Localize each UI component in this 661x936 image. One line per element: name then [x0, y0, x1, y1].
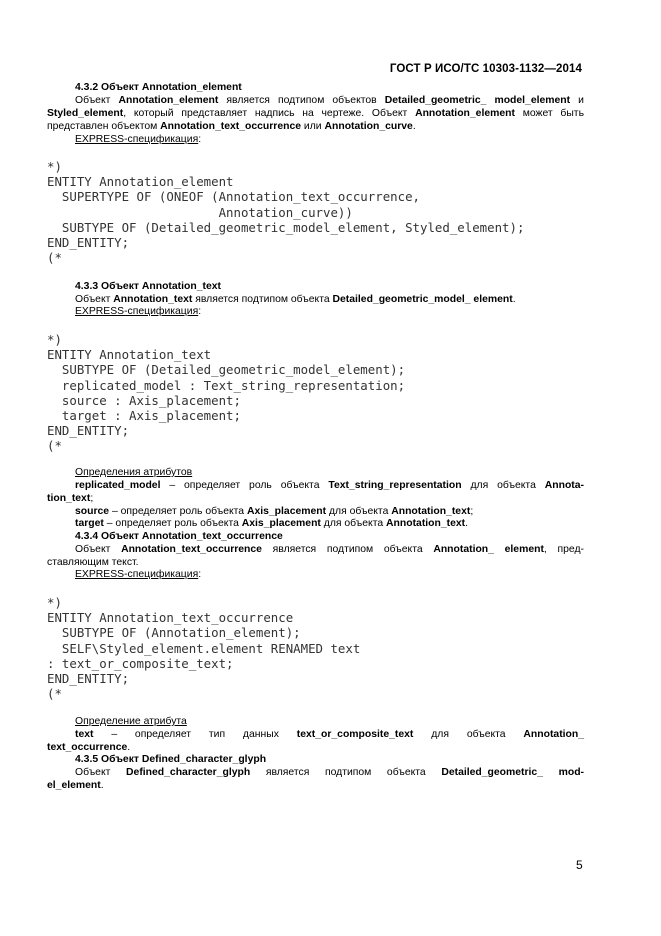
attribute-definition-line [47, 493, 584, 506]
text-run: , который представляет надпись на чертеже. Объект [123, 108, 416, 119]
express-code-block: *) ENTITY Annotation_element SUPERTYPE OF (ONEOF (Annotation_text_occurrence, Annotation_curve)) SUBTYPE OF (Detailed_geometric_model_element, Styled_element); END_ENTITY; (* [47, 159, 525, 266]
bold-term: Text_string_representation [328, 480, 462, 491]
paragraph-line [47, 121, 584, 134]
text-run: – определяет тип данных [93, 729, 297, 740]
section-heading-4-3-4: 4.3.4 Объект Annotation_text_occurrence [75, 531, 283, 542]
text-run: представлен объектом [47, 121, 161, 132]
text-run: – определяет роль объекта [109, 506, 247, 517]
section-heading-4-3-2: 4.3.2 Объект Annotation_element [75, 82, 242, 93]
paragraph-line [47, 108, 584, 121]
express-spec-label [47, 306, 584, 319]
bold-term: source [75, 506, 110, 517]
text-run: Объект [75, 544, 122, 555]
attribute-definition-line [47, 506, 584, 519]
bold-term: Annotation_element [118, 95, 219, 106]
bold-term: text_or_composite_text [296, 729, 414, 740]
bold-term: Annotation_text [386, 518, 466, 529]
text-run: Объект [75, 294, 114, 305]
text-run [494, 544, 505, 555]
paragraph-line [47, 767, 584, 780]
attribute-heading: Определение атрибута [75, 716, 187, 727]
paragraph-line [47, 557, 584, 570]
bold-term: Detailed_geometric_ [441, 767, 543, 778]
colon: : [198, 306, 202, 317]
text-run: – определяет роль объекта [160, 480, 329, 491]
bold-term: element [504, 544, 544, 555]
paragraph-line [47, 95, 584, 108]
express-spec-label [47, 134, 584, 147]
text-run: может быть [514, 108, 584, 119]
text-run: является подтипом объектов [218, 95, 385, 106]
text-run: и [570, 95, 584, 106]
text-run: , пред- [543, 544, 584, 555]
bold-term: Axis_placement [246, 506, 327, 517]
text-run: Объект [75, 767, 127, 778]
text-run: . [100, 780, 104, 791]
paragraph-line [47, 544, 584, 557]
bold-term: tion_text [47, 493, 91, 504]
bold-term: text [75, 729, 94, 740]
attribute-definition-line [47, 742, 584, 755]
text-run: является подтипом объекта [192, 294, 333, 305]
express-spec-text: EXPRESS-спецификация [75, 569, 199, 580]
bold-term: Annotation_text [391, 506, 471, 517]
bold-term: Annotation_text_occurrence [121, 544, 262, 555]
bold-term: mod- [558, 767, 585, 778]
bold-term: Defined_character_glyph [126, 767, 251, 778]
express-code-block: *) ENTITY Annotation_text_occurrence SUBTYPE OF (Annotation_element); SELF\Styled_element.element RENAMED text : text_or_composite_text; END_ENTITY; (* [47, 595, 361, 702]
text-run: – определяет роль объекта [103, 518, 242, 529]
text-run: для объекта [326, 506, 392, 517]
bold-term: Annotation_ [433, 544, 494, 555]
text-run: . [465, 518, 469, 529]
bold-term: Annotation_text [113, 294, 193, 305]
text-run: Объект [75, 95, 119, 106]
text-run: . [512, 294, 516, 305]
text-run: или [301, 121, 325, 132]
paragraph-line [47, 780, 584, 793]
page-number: 5 [576, 858, 583, 872]
colon: : [198, 569, 202, 580]
bold-term: target [75, 518, 104, 529]
text-run: ; [470, 506, 474, 517]
bold-term: Annota- [544, 480, 584, 491]
text-run: для объекта [461, 480, 545, 491]
bold-term: Detailed_geometric_ model_element [384, 95, 571, 106]
bold-term: replicated_model [75, 480, 161, 491]
colon: : [198, 134, 202, 145]
text-run: для объекта [413, 729, 524, 740]
section-heading-4-3-3: 4.3.3 Объект Annotation_text [75, 281, 221, 292]
bold-term: Annotation_curve [324, 121, 413, 132]
express-code-block: *) ENTITY Annotation_text SUBTYPE OF (Detailed_geometric_model_element); replicated_model : Text_string_representation; source : Axis_placement; target : Axis_placement; END_ENTITY; (* [47, 332, 406, 454]
bold-term: Styled_element [47, 108, 124, 119]
text-run: ; [90, 493, 94, 504]
paragraph-line [47, 294, 584, 307]
attribute-definition-line [47, 480, 584, 493]
text-run: ставляющим текст. [47, 557, 139, 568]
express-spec-text: EXPRESS-спецификация [75, 306, 199, 317]
attribute-definition-line [47, 518, 584, 531]
bold-term: Annotation_element [415, 108, 515, 119]
attribute-definition-line [47, 729, 584, 742]
text-run [543, 767, 559, 778]
bold-term: Annotation_text_occurrence [160, 121, 302, 132]
bold-term: text_occurrence [47, 742, 128, 753]
bold-term: el_element [47, 780, 101, 791]
section-heading-4-3-5: 4.3.5 Объект Defined_character_glyph [75, 754, 267, 765]
text-run: для объекта [320, 518, 387, 529]
bold-term: Annotation_ [523, 729, 585, 740]
bold-term: Detailed_geometric_model_ element [332, 294, 513, 305]
express-spec-text: EXPRESS-спецификация [75, 134, 199, 145]
text-run: . [127, 742, 131, 753]
attributes-heading: Определения атрибутов [75, 467, 193, 478]
text-run: . [412, 121, 416, 132]
bold-term: Axis_placement [241, 518, 321, 529]
document-header: ГОСТ Р ИСО/ТС 10303-1132—2014 [389, 63, 582, 75]
text-run: является подтипом объекта [261, 544, 434, 555]
express-spec-label [47, 569, 584, 582]
text-run: является подтипом объекта [250, 767, 442, 778]
